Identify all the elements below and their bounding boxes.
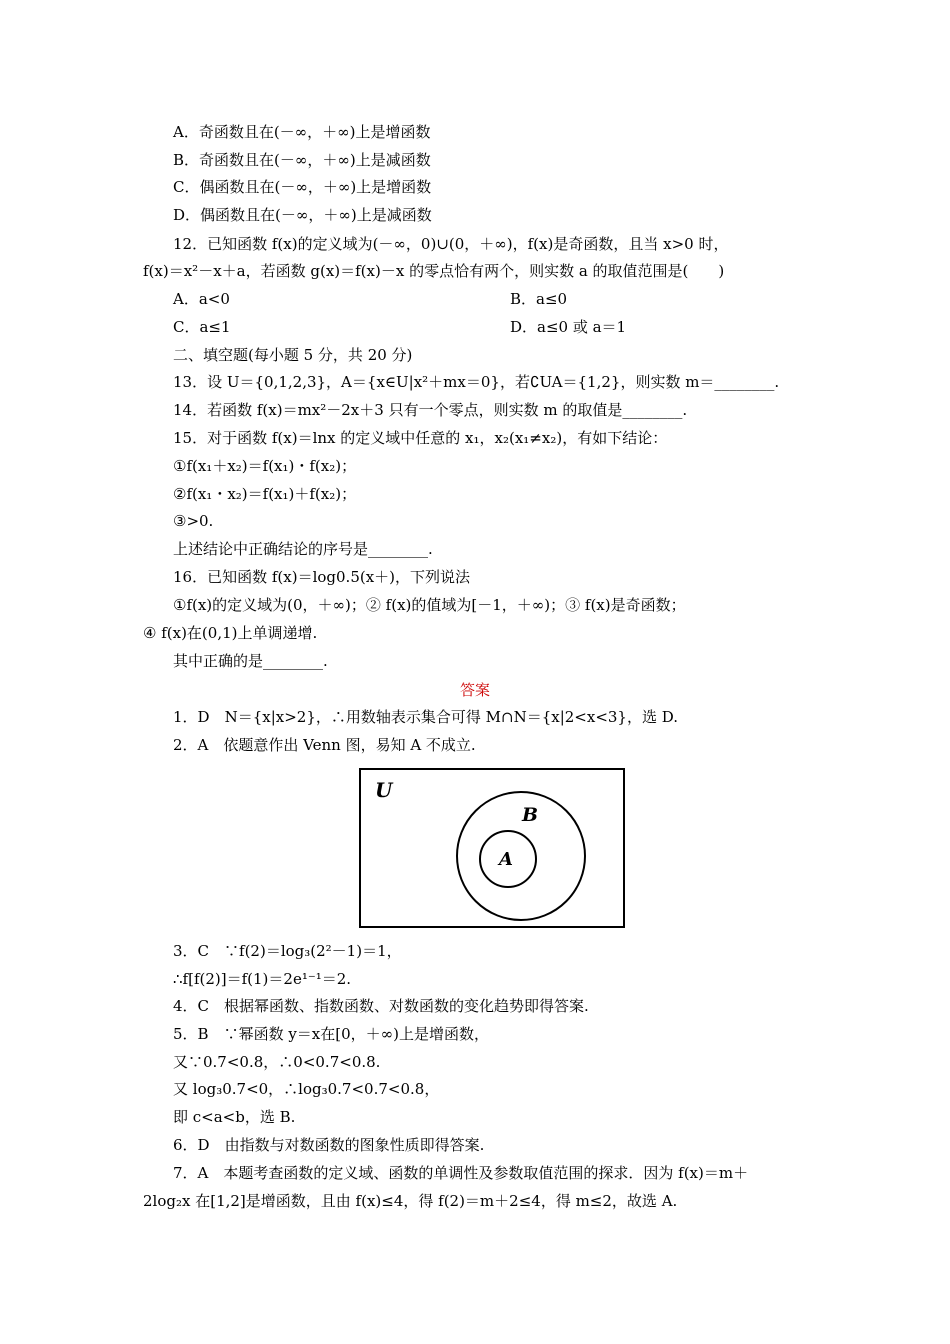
answer-5-line2: 又∵0.7<0.8，∴0<0.7<0.8. bbox=[173, 1053, 381, 1071]
q12-option-c: C．a≤1 bbox=[173, 318, 231, 336]
q11-option-a: A．奇函数且在(－∞，＋∞)上是增函数 bbox=[173, 123, 431, 141]
venn-label-u: U bbox=[375, 778, 393, 802]
q15-question: 上述结论中正确结论的序号是________. bbox=[173, 540, 433, 558]
q16-stem: 16．已知函数 f(x)＝log0.5(x＋)，下列说法 bbox=[173, 568, 471, 586]
venn-label-b: B bbox=[522, 804, 539, 826]
venn-label-a: A bbox=[499, 849, 513, 870]
answer-6: 6．D 由指数与对数函数的图象性质即得答案. bbox=[173, 1136, 485, 1154]
q15-conclusion-2: ②f(x₁・x₂)＝f(x₁)＋f(x₂)； bbox=[173, 485, 357, 503]
answer-3-line1: 3．C ∵f(2)＝log₃(2²－1)＝1， bbox=[173, 942, 402, 960]
venn-set-b-circle bbox=[457, 792, 585, 920]
answer-2: 2．A 依题意作出 Venn 图，易知 A 不成立. bbox=[173, 736, 476, 754]
answer-5-line4: 即 c<a<b，选 B. bbox=[173, 1108, 296, 1126]
q15-stem: 15．对于函数 f(x)＝lnx 的定义域中任意的 x₁，x₂(x₁≠x₂)，有如下结论： bbox=[173, 429, 668, 447]
q12-option-b: B．a≤0 bbox=[510, 290, 568, 308]
answer-3-line2: ∴f[f(2)]＝f(1)＝2e¹⁻¹＝2. bbox=[173, 970, 352, 988]
q11-option-b: B．奇函数且在(－∞，＋∞)上是减函数 bbox=[173, 151, 431, 169]
q12-stem-line2: f(x)＝x²－x＋a，若函数 g(x)＝f(x)－x 的零点恰有两个，则实数 a 的取值范围是( ) bbox=[143, 262, 725, 280]
q12-option-a: A．a<0 bbox=[173, 290, 230, 308]
q16-statements-line2: ④ f(x)在(0,1)上单调递增. bbox=[143, 624, 318, 642]
q12-stem-line1: 12．已知函数 f(x)的定义域为(－∞，0)∪(0，＋∞)，f(x)是奇函数，且当 x>0 时， bbox=[173, 235, 729, 253]
answer-4: 4．C 根据幂函数、指数函数、对数函数的变化趋势即得答案. bbox=[173, 997, 589, 1015]
q16-statements-line1: ①f(x)的定义域为(0，＋∞)；② f(x)的值域为[－1，＋∞)；③ f(x)是奇函数； bbox=[173, 596, 686, 614]
q11-option-c: C．偶函数且在(－∞，＋∞)上是增函数 bbox=[173, 178, 432, 196]
q14: 14．若函数 f(x)＝mx²－2x＋3 只有一个零点，则实数 m 的取值是________. bbox=[173, 401, 688, 419]
q15-conclusion-1: ①f(x₁＋x₂)＝f(x₁)・f(x₂)； bbox=[173, 457, 357, 475]
answer-7-line1: 7．A 本题考查函数的定义域、函数的单调性及参数取值范围的探求．因为 f(x)＝m＋ bbox=[173, 1164, 749, 1182]
venn-diagram bbox=[359, 768, 625, 928]
answer-1: 1．D N＝{x|x>2}，∴用数轴表示集合可得 M∩N＝{x|2<x<3}，选 D. bbox=[173, 708, 678, 726]
answer-5-line1: 5．B ∵幂函数 y＝x在[0，＋∞)上是增函数， bbox=[173, 1025, 490, 1043]
answer-title: 答案 bbox=[459, 681, 490, 699]
q12-option-d: D．a≤0 或 a＝1 bbox=[510, 318, 627, 336]
q15-conclusion-3: ③>0. bbox=[173, 512, 214, 530]
q16-question: 其中正确的是________. bbox=[173, 652, 328, 670]
q13: 13．设 U＝{0,1,2,3}，A＝{x∈U|x²＋mx＝0}，若∁UA＝{1,2}，则实数 m＝________. bbox=[173, 373, 780, 391]
answer-7-line2: 2log₂x 在[1,2]是增函数，且由 f(x)≤4，得 f(2)＝m＋2≤4，得 m≤2，故选 A. bbox=[143, 1192, 678, 1210]
section-heading: 二、填空题(每小题 5 分，共 20 分) bbox=[173, 346, 413, 364]
q11-option-d: D．偶函数且在(－∞，＋∞)上是减函数 bbox=[173, 206, 432, 224]
answer-5-line3: 又 log₃0.7<0，∴log₃0.7<0.7<0.8， bbox=[173, 1080, 440, 1098]
